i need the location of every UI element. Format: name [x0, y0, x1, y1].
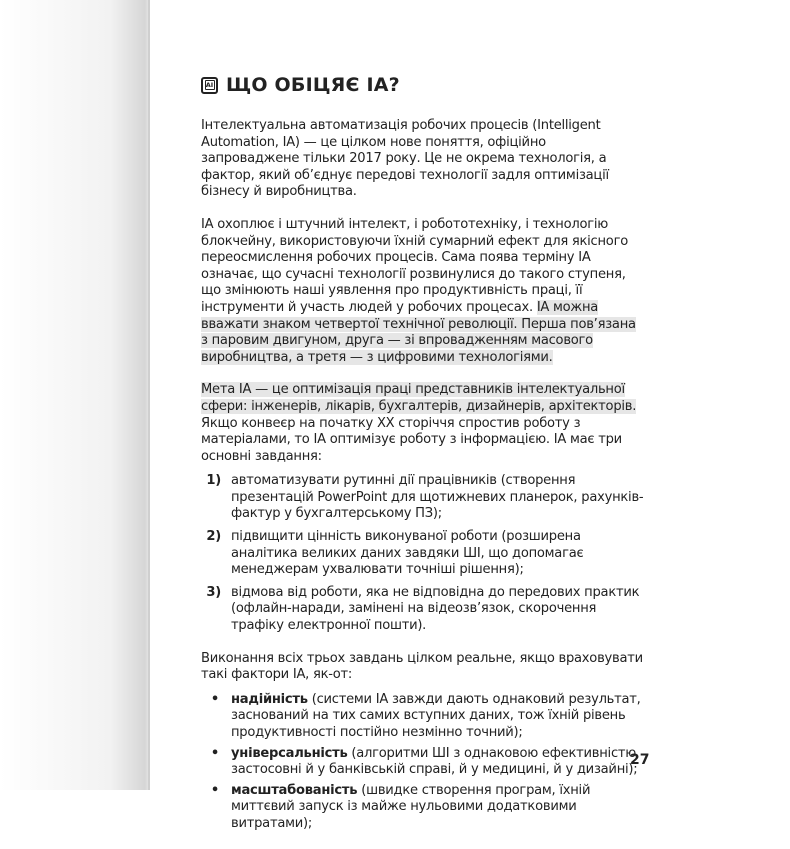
paragraph-scope [201, 217, 646, 366]
paragraph-goal-text: Якщо конвеєр на початку ХХ сторіччя спростив роботу з матеріалами, то ІА оптимізує роботу з інформацією. ІА має три основні завдання: [201, 415, 622, 464]
task-number: 1) [206, 473, 221, 489]
factor-term: масштабованість [231, 782, 358, 798]
bullet-icon: • [210, 782, 219, 798]
task-item [201, 529, 646, 579]
page-edge [148, 0, 150, 790]
task-text: автоматизувати рутинні дії працівників (створення презентацій PowerPoint для щотижневих планерок, рахунків-фактур у бухгалтерському ПЗ); [231, 473, 644, 522]
page-content [201, 70, 646, 849]
factor-term: універсальність [231, 745, 348, 761]
highlighted-goal-text: Мета ІА — це оптимізація праці представників інтелектуальної сфери: інженерів, лікарів, бухгалтерів, дизайнерів, архітекторів. [201, 382, 637, 414]
paragraph-intro: Інтелектуальна автоматизація робочих процесів (Intelligent Automation, IA) — це цілком нове поняття, офіційно запроваджене тільки 2017 року. Це не окрема технологія, а фактор, який об’єднує передові технології задля оптимізації бізнесу й виробництва. [201, 118, 609, 200]
task-item [201, 473, 646, 523]
factor-term: надійність [231, 691, 308, 707]
factors-list [201, 692, 646, 833]
factor-text [231, 692, 646, 742]
factor-description: (швидке створення програм, їхній миттєвий запуск із майже нульовими додатковими витратами); [231, 782, 591, 831]
task-text: відмова від роботи, яка не відповідна до передових практик (офлайн-наради, замінені на відеозв’язок, скорочення трафіку електронної пошти). [231, 584, 640, 634]
bullet-icon: • [210, 691, 219, 707]
factor-description: (алгоритми ШІ з однаковою ефективністю застосовні й у банківській справі, й у медицині, й у дизайні); [231, 745, 638, 778]
section-heading [201, 70, 646, 100]
task-number: 3) [206, 584, 221, 600]
factor-item [201, 783, 646, 833]
page-number: 27 [630, 752, 650, 768]
paragraph-factors-intro: Виконання всіх трьох завдань цілком реальне, якщо враховувати такі фактори ІА, як-от: [201, 650, 643, 683]
factor-item [201, 746, 646, 779]
task-item [201, 585, 646, 635]
tasks-list [201, 473, 646, 634]
factor-description: (системи ІА завжди дають однаковий результат, заснований на тих самих вступних даних, тож їхній рівень продуктивності постійно незмінно точний); [231, 691, 641, 740]
highlighted-revolution-text: ІА можна вважати знаком четвертої технічної революції. Перша пов’язана з паровим двигуном, друга — зі впровадженням масового виробництва, а третя — з цифровими технологіями. [201, 299, 636, 365]
ai-chip-icon: AI [201, 77, 218, 94]
task-number: 2) [206, 529, 221, 545]
section-title: ЩО ОБІЦЯЄ ІА? [226, 74, 400, 96]
factor-text [231, 783, 646, 833]
bullet-icon: • [210, 745, 219, 761]
paragraph-scope-text: ІА охоплює і штучний інтелект, і робототехніку, і технологію блокчейну, використовуючи їхній сумарний ефект для якісного переосмислення робочих процесів. Сама поява терміну ІА означає, що сучасні технології розвинулися до такого ступеня, що змінюють наші уявлення про продуктивність праці, її інструменти й участь людей у робочих процесах. [201, 216, 628, 315]
task-text: підвищити цінність виконуваної роботи (розширена аналітика великих даних завдяки ШІ, що допомагає менеджерам ухвалювати точніші рішення); [231, 529, 584, 578]
paragraph-goal [201, 382, 646, 465]
factor-text [231, 746, 646, 779]
factor-item [201, 692, 646, 742]
page-gutter-shadow [0, 0, 150, 790]
